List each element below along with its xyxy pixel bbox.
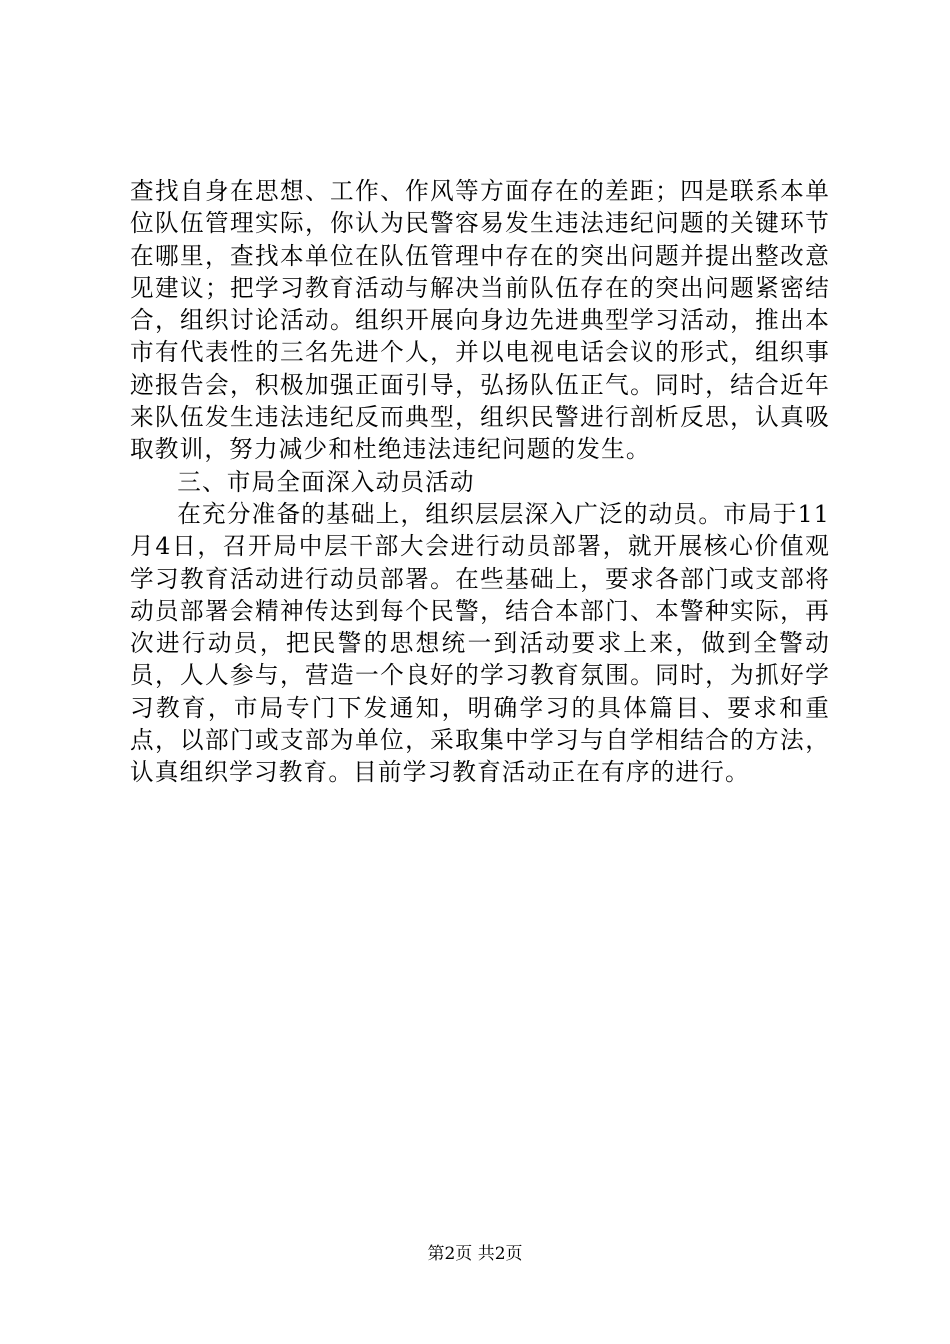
page-number-footer: 第2页 共2页: [427, 1244, 523, 1264]
paragraph-continuation: 查找自身在思想、工作、作风等方面存在的差距；四是联系本单位队伍管理实际，你认为民警容易发生违法违纪问题的关键环节在哪里，查找本单位在队伍管理中存在的突出问题并提出整改意见建议；把学习教育活动与解决当前队伍存在的突出问题紧密结合，组织讨论活动。组织开展向身边先进典型学习活动，推出本市有代表性的三名先进个人，并以电视电话会议的形式，组织事迹报告会，积极加强正面引导，弘扬队伍正气。同时，结合近年来队伍发生违法违纪反而典型，组织民警进行剖析反思，认真吸取教训，努力减少和杜绝违法违纪问题的发生。: [130, 177, 830, 464]
document-body: [130, 175, 830, 789]
paragraph-mobilization: 在充分准备的基础上，组织层层深入广泛的动员。市局于11月4日，召开局中层干部大会进行动员部署，就开展核心价值观学习教育活动进行动员部署。在些基础上，要求各部门或支部将动员部署会精神传达到每个民警，结合本部门、本警种实际，再次进行动员，把民警的思想统一到活动要求上来，做到全警动员，人人参与，营造一个良好的学习教育氛围。同时，为抓好学习教育，市局专门下发通知，明确学习的具体篇目、要求和重点，以部门或支部为单位，采取集中学习与自学相结合的方法，认真组织学习教育。目前学习教育活动正在有序的进行。: [130, 499, 830, 787]
section-heading: 三、市局全面深入动员活动: [177, 467, 475, 496]
